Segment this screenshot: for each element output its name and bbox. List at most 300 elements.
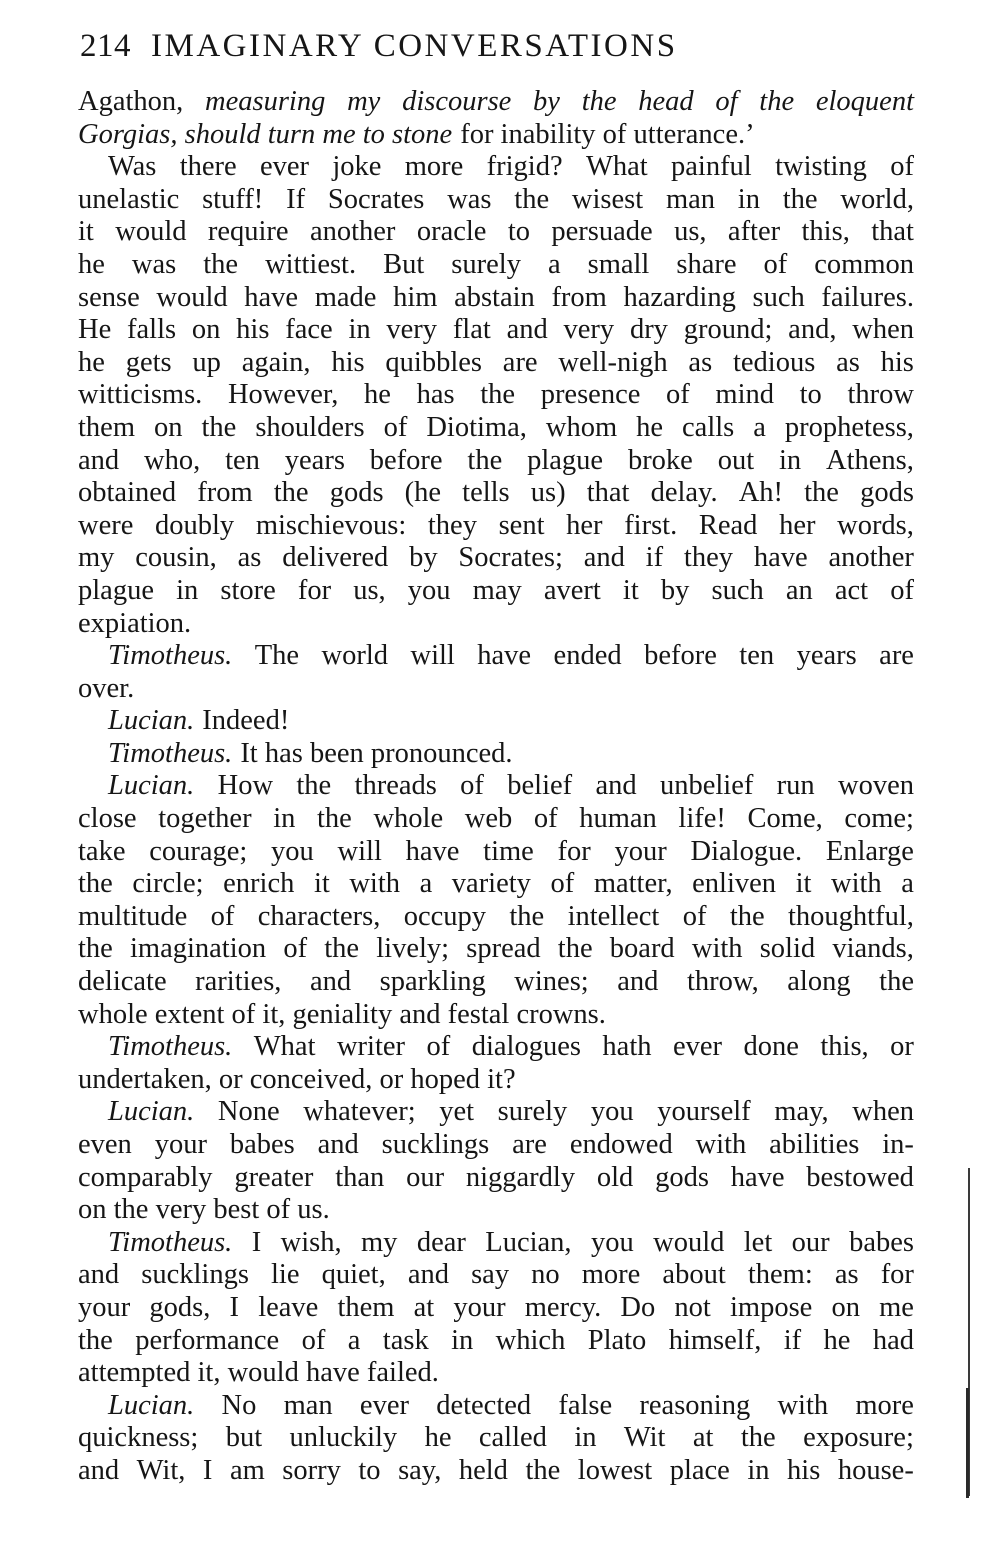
word: Agathon, (78, 86, 184, 117)
word: very (386, 314, 438, 346)
word: with (695, 1129, 747, 1160)
word: But (383, 248, 425, 280)
word: circle; (132, 868, 204, 900)
word: has (416, 379, 455, 411)
word: Plato (587, 1324, 647, 1356)
text-line (78, 1031, 914, 1064)
word: ten (739, 640, 775, 672)
word: in (737, 183, 760, 215)
word: of (890, 574, 914, 606)
word: Lucian, (485, 1226, 572, 1258)
word: have (405, 835, 460, 867)
word: wisest (571, 183, 644, 215)
word: no (531, 1259, 560, 1291)
word: in (348, 314, 371, 346)
word: in (574, 1422, 597, 1454)
word: He (78, 314, 112, 346)
word: Socrates (327, 183, 425, 215)
word: dear (416, 1226, 466, 1258)
italic-text: Gorgias, should turn me to stone (78, 118, 453, 150)
text-line (78, 282, 914, 315)
text-line (78, 1455, 914, 1488)
word: are (502, 346, 538, 378)
word: endowed (569, 1129, 673, 1160)
word: a (547, 248, 561, 280)
word: Wit, (136, 1454, 186, 1486)
word: may, (774, 1096, 829, 1128)
text-segment: over. (78, 672, 135, 704)
text-line (78, 1422, 914, 1455)
word: in- (882, 1129, 914, 1160)
word: of (460, 770, 484, 802)
word: who, (144, 444, 201, 476)
word: in (778, 444, 802, 476)
word: they (683, 542, 733, 574)
word: an (785, 574, 813, 606)
word: have (753, 542, 808, 574)
text-segment: for inability of utterance.’ (460, 118, 755, 150)
text-line (78, 901, 914, 934)
word: us, (353, 574, 386, 606)
word: let (743, 1226, 773, 1258)
word: at (692, 1422, 714, 1454)
word: if (783, 1324, 802, 1356)
word: say, (398, 1454, 442, 1486)
word: for (297, 574, 332, 606)
word: viands, (832, 933, 914, 965)
word: variety (451, 868, 531, 900)
word: had (872, 1324, 914, 1356)
text-line (78, 151, 914, 184)
word: us, (674, 216, 707, 248)
word: wittiest. (265, 248, 357, 280)
word: for (880, 1259, 914, 1291)
word: have (730, 1161, 785, 1193)
word: man (665, 183, 716, 215)
text-line (78, 803, 914, 836)
text-line (78, 640, 914, 673)
word: bestowed (806, 1161, 914, 1193)
word: take (78, 835, 126, 867)
word: of (533, 803, 558, 835)
word: up (192, 346, 221, 378)
word: a (753, 411, 766, 443)
word: am (229, 1454, 265, 1486)
word: as (237, 542, 262, 574)
text-line (78, 1227, 914, 1260)
word: Come, (747, 803, 823, 835)
word: of (550, 868, 575, 900)
word: Do (620, 1291, 656, 1323)
word: (he (404, 477, 442, 509)
text-line (78, 1162, 914, 1195)
word: thoughtful, (788, 900, 914, 932)
word: babes (849, 1226, 914, 1258)
word: come; (844, 803, 914, 835)
text-line (78, 86, 914, 119)
word: require (207, 216, 289, 248)
italic-word: head (638, 86, 694, 117)
word: her (779, 509, 816, 541)
text-line (78, 933, 914, 966)
word: it (795, 868, 812, 900)
word: a (901, 868, 914, 900)
word: there (179, 151, 237, 183)
word: of (383, 411, 408, 443)
text-line (78, 542, 914, 575)
word: it (622, 574, 639, 606)
italic-word: Timotheus. (108, 1226, 233, 1258)
word: together (158, 803, 252, 835)
word: your (453, 1291, 506, 1323)
word: imagination (130, 933, 267, 965)
word: and (317, 1129, 359, 1160)
word: of (682, 900, 707, 932)
word: before (644, 640, 717, 672)
word: flat (452, 314, 491, 346)
text-line (78, 314, 914, 347)
word: What (253, 1031, 316, 1063)
text-line (78, 868, 914, 901)
word: world (321, 640, 389, 672)
word: you (590, 1226, 634, 1258)
word: have (477, 640, 532, 672)
word: life! (678, 803, 726, 835)
word: If (286, 183, 306, 215)
word: about (662, 1259, 726, 1291)
word: Athens, (826, 444, 914, 476)
word: your (614, 835, 667, 867)
word: he (424, 1422, 452, 1454)
word: even (78, 1129, 132, 1160)
word: board (609, 933, 675, 965)
word: leave (258, 1291, 319, 1323)
word: characters, (257, 900, 381, 932)
word: small (587, 248, 650, 280)
word: would (653, 1226, 725, 1258)
text-line (78, 575, 914, 608)
word: after (727, 216, 781, 248)
word: Enlarge (825, 835, 914, 867)
word: the (514, 183, 550, 215)
word: human (579, 803, 657, 835)
word: mercy. (524, 1291, 602, 1323)
word: cousin, (135, 542, 217, 574)
word: he (823, 1324, 851, 1356)
word: avert (543, 574, 601, 606)
word: it (313, 868, 330, 900)
word: failures. (821, 281, 914, 313)
word: detected (436, 1389, 532, 1421)
word: from (197, 477, 253, 509)
word: niggardly (465, 1161, 576, 1193)
word: frigid? (486, 151, 563, 183)
word: would (156, 281, 228, 313)
word: throw, (686, 966, 759, 998)
italic-word: eloquent (815, 86, 914, 117)
word: with (691, 933, 743, 965)
word: babes (229, 1129, 295, 1160)
word: my (361, 1226, 398, 1258)
word: Dialogue. (690, 835, 803, 867)
text-line (78, 1096, 914, 1129)
word: have (244, 281, 299, 313)
word: and (595, 770, 637, 802)
word: enliven (692, 868, 777, 900)
word: calls (682, 411, 735, 443)
word: abstain (454, 281, 535, 313)
word: sense (78, 281, 140, 313)
word: I (251, 1226, 262, 1258)
word: years (284, 444, 345, 476)
word: wines; (514, 966, 589, 998)
word: for (557, 835, 591, 867)
word: surely (497, 1096, 568, 1128)
word: false (558, 1389, 613, 1421)
word: in (176, 574, 199, 606)
word: delay. (650, 477, 718, 509)
word: words, (837, 509, 914, 541)
word: tells (462, 477, 510, 509)
word: them (78, 411, 135, 443)
word: and (407, 1259, 449, 1291)
word: hath (602, 1031, 652, 1063)
word: gods (329, 477, 384, 509)
word: with (349, 868, 401, 900)
word: with (831, 868, 882, 900)
word: and, (788, 314, 837, 346)
word: and (78, 444, 120, 476)
word: well-nigh (558, 346, 668, 378)
word: reasoning (639, 1389, 751, 1421)
word: Was (108, 151, 157, 183)
italic-word: Lucian. (108, 1389, 195, 1421)
italic-word: my (347, 86, 381, 117)
text-line (78, 477, 914, 510)
text-line (78, 1129, 914, 1162)
word: courage; (149, 835, 248, 867)
word: and (309, 966, 352, 998)
word: when (852, 314, 914, 346)
word: them: (747, 1259, 813, 1291)
word: as (688, 346, 713, 378)
word: our (406, 1161, 445, 1193)
word: would (115, 216, 187, 248)
word: the (525, 1454, 561, 1486)
word: Socrates; (458, 542, 563, 574)
word: of (426, 1031, 451, 1063)
text-segment: It has been pronounced. (240, 737, 513, 769)
word: tedious (732, 346, 816, 378)
word: delivered (282, 542, 389, 574)
word: this, (820, 1031, 869, 1063)
word: unbelief (659, 770, 754, 802)
text-segment: expiation. (78, 607, 192, 639)
word: were (78, 509, 134, 541)
word: and (78, 1454, 120, 1486)
text-line (78, 347, 914, 380)
word: this, (801, 216, 850, 248)
word: and (78, 1259, 120, 1291)
text-line (78, 216, 914, 249)
word: or (890, 1031, 914, 1063)
word: ever (359, 1389, 409, 1421)
word: old (596, 1161, 634, 1193)
word: as (836, 346, 860, 378)
word: gods, (149, 1291, 211, 1323)
body-text (78, 86, 914, 1488)
word: of (666, 379, 690, 411)
italic-word: the (581, 86, 617, 117)
word: sucklings (381, 1129, 490, 1160)
word: his (880, 346, 914, 378)
word: yet (439, 1096, 475, 1128)
word: such (711, 574, 764, 606)
text-line (78, 770, 914, 803)
word: prophetess, (784, 411, 914, 443)
word: mischievous: (255, 509, 407, 541)
word: the (203, 248, 239, 280)
word: will (410, 640, 455, 672)
word: of (890, 151, 914, 183)
word: Read (698, 509, 758, 541)
word: plague (78, 574, 154, 606)
word: enrich (223, 868, 295, 900)
italic-word: Lucian. (108, 770, 195, 802)
word: of (301, 1324, 326, 1356)
word: occupy (403, 900, 487, 932)
word: the (509, 900, 545, 932)
word: painful (671, 151, 752, 183)
word: you (590, 1096, 634, 1128)
word: that (871, 216, 914, 248)
word: another (309, 216, 396, 248)
word: out (717, 444, 755, 476)
word: the (729, 900, 765, 932)
word: with (777, 1389, 829, 1421)
text-segment: whole extent of it, geniality and festal crowns. (78, 998, 606, 1030)
word: are (879, 640, 914, 672)
word: task (382, 1324, 429, 1356)
word: place (669, 1454, 730, 1486)
word: his (236, 314, 270, 346)
word: the (782, 183, 818, 215)
word: the (78, 1324, 113, 1356)
word: share (676, 248, 737, 280)
word: of (210, 900, 235, 932)
word: on (831, 1291, 860, 1323)
word: to (358, 1454, 381, 1486)
word: the (804, 477, 839, 509)
word: me (879, 1291, 914, 1323)
word: and (583, 542, 625, 574)
word: web (464, 803, 513, 835)
word: common (814, 248, 914, 280)
word: gods (655, 1161, 709, 1193)
italic-text: Timotheus. (108, 737, 233, 769)
word: us) (530, 477, 566, 509)
word: twisting (775, 151, 867, 183)
word: the (879, 966, 914, 998)
word: threads (354, 770, 437, 802)
running-title: IMAGINARY CONVERSATIONS (151, 28, 678, 64)
word: was (131, 248, 177, 280)
word: as (834, 1259, 859, 1291)
word: ever (672, 1031, 723, 1063)
word: his (787, 1454, 821, 1486)
word: a (347, 1324, 361, 1356)
text-line (78, 119, 914, 152)
word: himself, (668, 1324, 762, 1356)
italic-word: the (759, 86, 795, 117)
word: mind (715, 379, 774, 411)
word: our (791, 1226, 830, 1258)
word: if (645, 542, 664, 574)
text-line (78, 738, 914, 771)
word: How (217, 770, 274, 802)
word: the (78, 868, 113, 900)
word: surely (451, 248, 521, 280)
text-line (78, 673, 914, 706)
word: sparkling (379, 966, 486, 998)
word: abilities (769, 1129, 860, 1160)
text-line (78, 1325, 914, 1358)
word: his (331, 346, 365, 378)
word: close (78, 803, 137, 835)
word: plague (527, 444, 604, 476)
text-line (78, 445, 914, 478)
word: in (273, 803, 296, 835)
word: and (506, 314, 548, 346)
word: whom (545, 411, 618, 443)
word: sent (498, 509, 545, 541)
word: belief (507, 770, 573, 802)
word: performance (135, 1324, 280, 1356)
word: doubly (155, 509, 235, 541)
word: more (855, 1389, 914, 1421)
word: more (581, 1259, 641, 1291)
word: rarities, (195, 966, 282, 998)
word: from (551, 281, 607, 313)
italic-word: discourse (402, 86, 512, 117)
word: comparably (78, 1161, 213, 1193)
word: when (852, 1096, 914, 1128)
word: multitude (78, 900, 188, 932)
word: called (478, 1422, 547, 1454)
word: to (507, 216, 530, 248)
word: yourself (657, 1096, 751, 1128)
word: I (229, 1291, 240, 1323)
word: unluckily (289, 1422, 398, 1454)
word: at (413, 1291, 435, 1323)
word: than (335, 1161, 385, 1193)
text-line (78, 1357, 914, 1390)
word: writer (336, 1031, 406, 1063)
text-line (78, 1064, 914, 1097)
word: held (458, 1454, 508, 1486)
word: ever (259, 151, 310, 183)
italic-word: Timotheus. (108, 640, 233, 672)
italic-text: Lucian. (108, 705, 195, 737)
word: the (296, 770, 332, 802)
word: dialogues (471, 1031, 581, 1063)
word: made (314, 281, 377, 313)
word: by (660, 574, 690, 606)
word: you (407, 574, 451, 606)
word: presence (540, 379, 641, 411)
word: to (799, 379, 822, 411)
word: it (78, 216, 94, 248)
